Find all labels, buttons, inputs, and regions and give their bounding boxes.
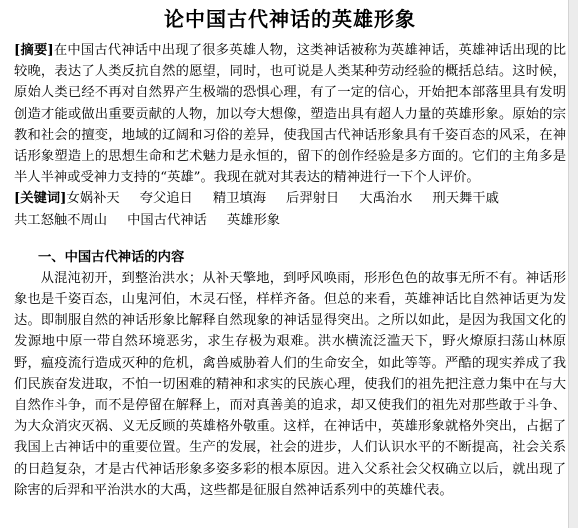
abstract-text: 在中国古代神话中出现了很多英雄人物，这类神话被称为英雄神话，英雄神话出现的比较晚，表达了人类反抗自然的愿望，同时，也可说是人类某种劳动经验的概括总结。这时候，原始人类已经不再对自然界产生极端的恐惧心理，有了一定的信心，开始把本部落里具有发明创造才能或做出重要贡献的人物，加以夸大想像，塑造出具有超人力量的英雄形象。原始的宗教和社会的擅变，地域的辽阔和习俗的差异，使我国古代神话形象具有千姿百态的风采，在神话形象塑造上的思想生命和艺术魅力是永恒的，留下的创作经验是多方面的。它们的主角多是半人半神或受神力支持的“英雄”。我现在就对其表达的精神进行一下个人评价。 [14, 43, 566, 186]
keyword-item: 共工怒触不周山 [14, 212, 108, 228]
page-title: 论中国古代神话的英雄形象 [164, 7, 416, 31]
keyword-item: 中国古代神话 [127, 212, 207, 228]
article [14, 6, 566, 501]
keywords [14, 188, 566, 230]
keyword-item: 夸父追日 [139, 191, 193, 207]
section-paragraph: 从混沌初开，到整治洪水；从补天擎地，到呼风唤雨，形形色色的故事无所不有。神话形象也是千姿百态，山鬼河伯，木灵石怪，样样齐备。但总的来看，英雄神话比自然神话更为发达。即制服自然的神话形象比解释自然现象的神话显得突出。之所以如此，是因为我国文化的发源地中原一带自然环境恶劣，求生存极为艰难。洪水横流泛滥天下，野火燎原扫荡山林原野，瘟疫流行造成灭种的危机，禽兽威胁着人们的生命安全，如此等等。严酷的现实养成了我们民族奋发进取，不怕一切困难的精神和求实的民族心理，使我们的祖先把注意力集中在与大自然作斗争，而不是停留在解释上，而对真善美的追求，却又使我们的祖先对那些敢于斗争、为大众消灾灭祸、义无反顾的英雄格外敬重。这样，在神话中，英雄形象就格外突出，占据了我国上古神话中的重要位置。生产的发展，社会的进步，人们认识水平的不断提高，社会关系的日趋复杂，才是古代神话形象多姿多彩的根本原因。进入父系社会父权确立以后，就出现了除害的后羿和平治洪水的大禹，这些都是征服自然神话系列中的英雄代表。 [14, 270, 566, 498]
section-heading: 一、中国古代神话的内容 [38, 249, 185, 265]
keyword-item: 精卫填海 [212, 191, 267, 207]
vertical-scrollbar[interactable] [568, 0, 578, 528]
keyword-item: 英雄形象 [226, 212, 281, 228]
abstract-tag: [摘要] [14, 43, 54, 58]
keyword-item: 后羿射日 [286, 191, 340, 207]
keyword-item: 女娲补天 [66, 191, 120, 207]
keywords-tag: [关键词] [14, 191, 67, 207]
keyword-item: 刑天舞干戚 [432, 191, 499, 207]
abstract [14, 40, 566, 188]
keyword-item: 大禹治水 [359, 191, 413, 207]
